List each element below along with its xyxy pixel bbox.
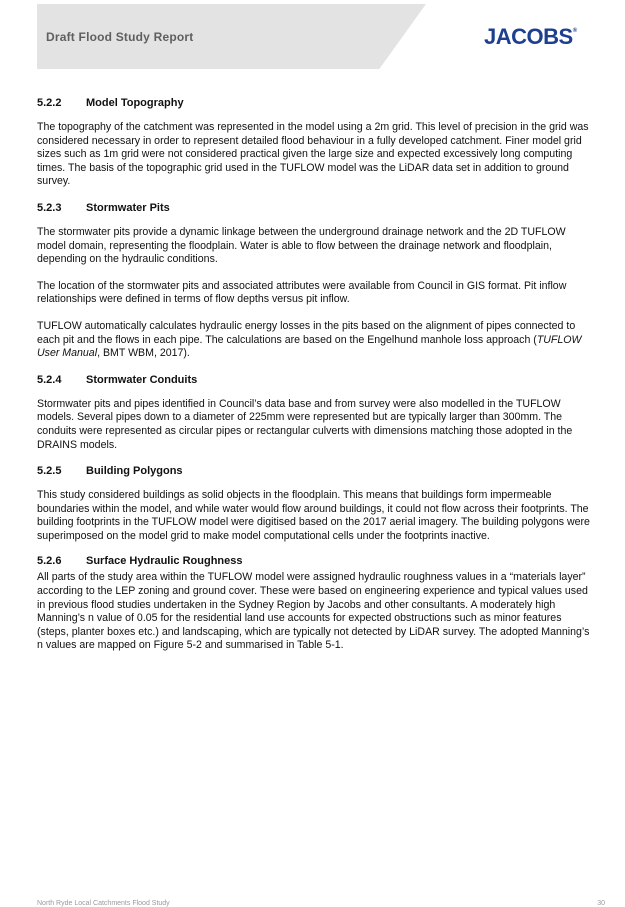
paragraph-text: TUFLOW automatically calculates hydraulic energy losses in the pits based on the alignment of pipes connected to each pit and the flows in each pipe. The calculations are based on the Engelhund manhole loss approach (: [37, 319, 576, 346]
section-title: Stormwater Conduits: [86, 373, 198, 386]
section-number: 5.2.6: [37, 555, 62, 568]
paragraph-building-polygons: This study considered buildings as solid objects in the floodplain. This means that buildings form impermeable boundaries within the model, and while water would flow around buildings, it could not flow across their footprints. The building footprints in the TUFLOW model were digitised based on the 2017 aerial imagery. The building polygons were superimposed on the model grid to make model computational cells under the footprints inactive.: [37, 489, 590, 542]
paragraph-stormwater-pits-3: [37, 320, 592, 361]
section-heading-5-2-6: [37, 555, 592, 567]
paragraph-model-topography: The topography of the catchment was represented in the model using a 2m grid. This level of precision in the grid was considered necessary in order to represent detailed flood behaviour in a fully developed catchment. Finer model grid sizes such as 1m grid were not considered practical given the large size and expected excessively long computing times. The basis of the topographic grid used in the TUFLOW model was the LiDAR data set in addition to ground survey.: [37, 121, 589, 188]
document-body: [37, 97, 592, 666]
paragraph-surface-roughness: All parts of the study area within the TUFLOW model were assigned hydraulic roughness values in a “materials layer” according to the LEP zoning and ground cover. These were based on engineering experience and typical values used in previous flood studies undertaken in the Sydney Region by Jacobs and other consultants. A moderately high Manning’s n value of 0.05 for the residential land use accounts for expected obstructions such as minor features (steps, planter boxes etc.) and landscaping, which are typically not detected by LiDAR survey. The adopted Manning’s n values are mapped on Figure 5-2 and summarised in Table 5-1.: [37, 571, 590, 652]
footer-report-name: North Ryde Local Catchments Flood Study: [37, 900, 170, 907]
section-number: 5.2.5: [37, 465, 62, 478]
paragraph-stormwater-pits-2: The location of the stormwater pits and associated attributes were available from Council in GIS format. Pit inflow relationships were defined in terms of flow depths versus pit inflow.: [37, 279, 567, 306]
section-heading-5-2-2: [37, 97, 592, 109]
section-heading-5-2-3: [37, 202, 592, 214]
section-title: Building Polygons: [86, 465, 183, 478]
section-number: 5.2.4: [37, 373, 62, 386]
section-title: Surface Hydraulic Roughness: [86, 555, 243, 568]
section-heading-5-2-4: [37, 374, 592, 386]
logo-registered-mark: ®: [572, 27, 578, 34]
paragraph-stormwater-conduits: Stormwater pits and pipes identified in Council’s data base and from survey were also modelled in the TUFLOW models. Several pipes down to a diameter of 225mm were represented but are typically larger than 300mm. The conduits were represented as circular pipes or rectangular culverts with dimensions matching those adopted in the DRAINS models.: [37, 397, 573, 451]
paragraph-text: , BMT WBM, 2017).: [97, 347, 190, 360]
jacobs-logo: [484, 24, 577, 50]
section-number: 5.2.3: [37, 201, 62, 214]
section-title: Stormwater Pits: [86, 201, 170, 214]
section-number: 5.2.2: [37, 97, 62, 109]
page-number: 30: [597, 900, 605, 907]
manual-citation: TUFLOW User Manual: [37, 333, 582, 360]
report-title: Draft Flood Study Report: [46, 30, 194, 44]
section-title: Model Topography: [86, 97, 184, 109]
section-heading-5-2-5: [37, 465, 592, 477]
logo-text: JACOBS: [484, 24, 573, 49]
paragraph-stormwater-pits-1: The stormwater pits provide a dynamic linkage between the underground drainage network and the 2D TUFLOW model domain, representing the floodplain. Water is able to flow between the drainage network and floodplain, depending on the hydraulic conditions.: [37, 225, 566, 266]
